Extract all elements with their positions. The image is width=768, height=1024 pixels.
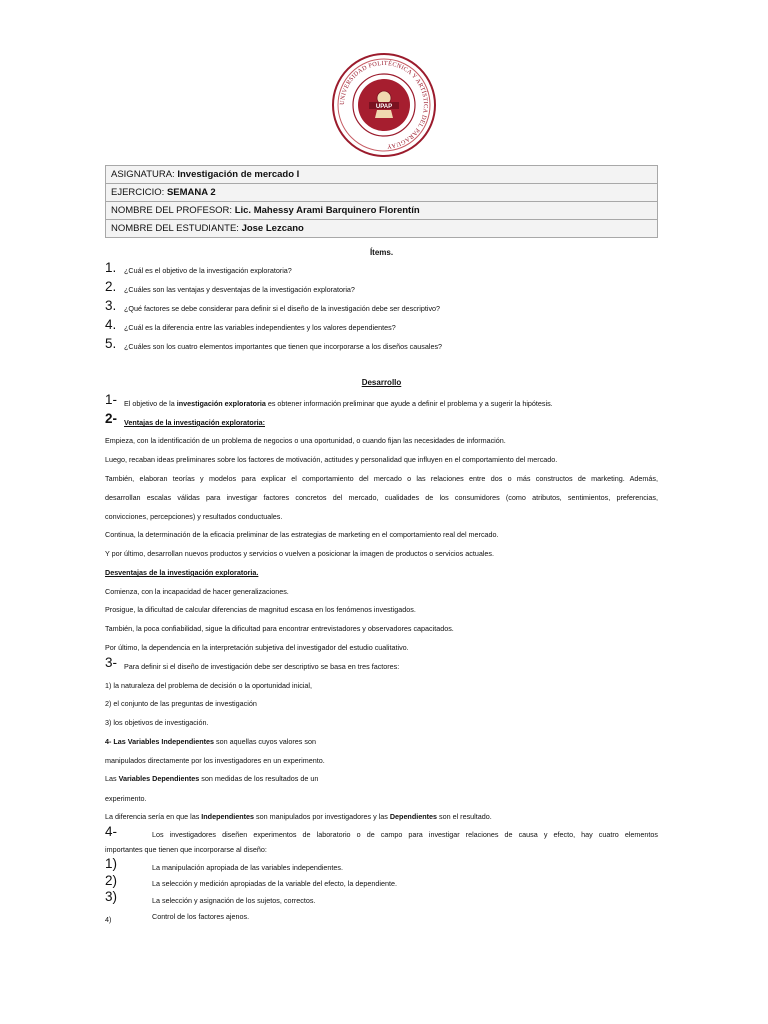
ventajas-heading: Ventajas de la investigación exploratoria: <box>124 418 266 427</box>
answer3-factor: 3) los objetivos de investigación. <box>105 718 209 727</box>
element-number: 2) <box>105 873 118 888</box>
element-number: 4) <box>105 915 112 924</box>
answer5-intro: importantes que tienen que incorporarse al diseño: <box>105 845 267 854</box>
answer1-text: El objetivo de la investigación exploratoria es obtener información preliminar que ayude a definir el problema y a sugerir la hipótesis. <box>124 399 553 408</box>
item-number: 5. <box>105 336 117 351</box>
item-text: ¿Cuáles son los cuatro elementos importantes que tienen que incorporarse a los diseños causales? <box>124 342 443 351</box>
element-text: La selección y asignación de los sujetos, correctos. <box>152 896 316 905</box>
ventajas-paragraph: También, elaboran teorías y modelos para explicar el comportamiento del mercado o las relaciones entre dos o más constructos de marketing. Además, <box>105 474 658 483</box>
seal-center-text: UPAP <box>375 104 393 110</box>
university-seal-logo <box>331 52 437 158</box>
answer-number: 4- <box>105 824 118 839</box>
answer4-line: experimento. <box>105 794 147 803</box>
item-text: ¿Cuál es la diferencia entre las variables independientes y los valores dependientes? <box>124 323 396 332</box>
item-number: 4. <box>105 317 117 332</box>
answer-number: 1- <box>105 392 118 407</box>
item-text: ¿Cuáles son las ventajas y desventajas de la investigación exploratoria? <box>124 285 355 294</box>
item-text: ¿Cuál es el objetivo de la investigación exploratoria? <box>124 266 292 275</box>
item-text: ¿Qué factores se debe considerar para definir si el diseño de la investigación debe ser descriptivo? <box>124 304 441 313</box>
answer3-factor: 1) la naturaleza del problema de decisión o la oportunidad inicial, <box>105 681 312 690</box>
course-info-table <box>105 165 658 238</box>
ventajas-paragraph: convicciones, percepciones) y resultados conductuales. <box>105 512 283 521</box>
desventajas-paragraph: También, la poca confiabilidad, sigue la dificultad para encontrar entrevistadores y observadores capacitados. <box>105 624 454 633</box>
item-number: 3. <box>105 298 117 313</box>
element-number: 1) <box>105 856 118 871</box>
answer5-intro: Los investigadores diseñen experimentos de laboratorio o de campo para investigar relaciones de causa y efecto, hay cuatro elementos <box>152 830 658 839</box>
answer4-line: Las Variables Dependientes son medidas de los resultados de un <box>105 774 319 783</box>
element-number: 3) <box>105 889 118 904</box>
element-text: Control de los factores ajenos. <box>152 912 250 921</box>
items-heading: Ítems. <box>369 248 394 257</box>
answer3-factor: 2) el conjunto de las preguntas de investigación <box>105 699 257 708</box>
item-number: 1. <box>105 260 117 275</box>
ventajas-paragraph: Continua, la determinación de la eficacia preliminar de las estrategias de marketing en el comportamiento real del mercado. <box>105 530 499 539</box>
element-text: La selección y medición apropiadas de la variable del efecto, la dependiente. <box>152 879 397 888</box>
seal-ring-text: UNIVERSIDAD POLITÉCNICA Y ARTÍSTICA DEL PARAGUAY <box>338 59 430 150</box>
desventajas-paragraph: Comienza, con la incapacidad de hacer generalizaciones. <box>105 587 289 596</box>
element-text: La manipulación apropiada de las variables independientes. <box>152 863 344 872</box>
answer-number: 2- <box>105 411 118 426</box>
ventajas-paragraph: Y por último, desarrollan nuevos productos y servicios o vuelven a posicionar la imagen de productos o servicios actuales. <box>105 549 494 558</box>
info-row-professor: NOMBRE DEL PROFESOR: Lic. Mahessy Arami Barquinero Florentín <box>106 202 658 220</box>
answer4-line: manipulados directamente por los investigadores en un experimento. <box>105 756 325 765</box>
info-row-subject: ASIGNATURA: Investigación de mercado I <box>106 166 658 184</box>
answer4-line: La diferencia sería en que las Independientes son manipulados por investigadores y las Dependientes son el resultado. <box>105 812 492 821</box>
desventajas-paragraph: Por último, la dependencia en la interpretación subjetiva del investigador del estudio cualitativo. <box>105 643 409 652</box>
desventajas-heading: Desventajas de la investigación exploratoria. <box>105 568 259 577</box>
answer-number: 3- <box>105 655 118 670</box>
desarrollo-heading: Desarrollo <box>361 378 402 387</box>
info-row-exercise: EJERCICIO: SEMANA 2 <box>106 184 658 202</box>
ventajas-paragraph: Empieza, con la identificación de un problema de negocios o una oportunidad, o cuando fijan las necesidades de información. <box>105 436 506 445</box>
desventajas-paragraph: Prosigue, la dificultad de calcular diferencias de magnitud escasa en los fenómenos investigados. <box>105 605 416 614</box>
info-row-student: NOMBRE DEL ESTUDIANTE: Jose Lezcano <box>106 220 658 238</box>
answer4-line: 4- Las Variables Independientes son aquellas cuyos valores son <box>105 737 316 746</box>
ventajas-paragraph: Luego, recaban ideas preliminares sobre los factores de motivación, actitudes y personalidad que influyen en el comportamiento del mercado. <box>105 455 558 464</box>
ventajas-paragraph: desarrollan escalas válidas para investigar factores concretos del mercado, cualidades de los consumidores (como atributos, sentimientos, preferencias, <box>105 493 658 502</box>
item-number: 2. <box>105 279 117 294</box>
answer3-intro: Para definir si el diseño de investigación debe ser descriptivo se basa en tres factores: <box>124 662 400 671</box>
